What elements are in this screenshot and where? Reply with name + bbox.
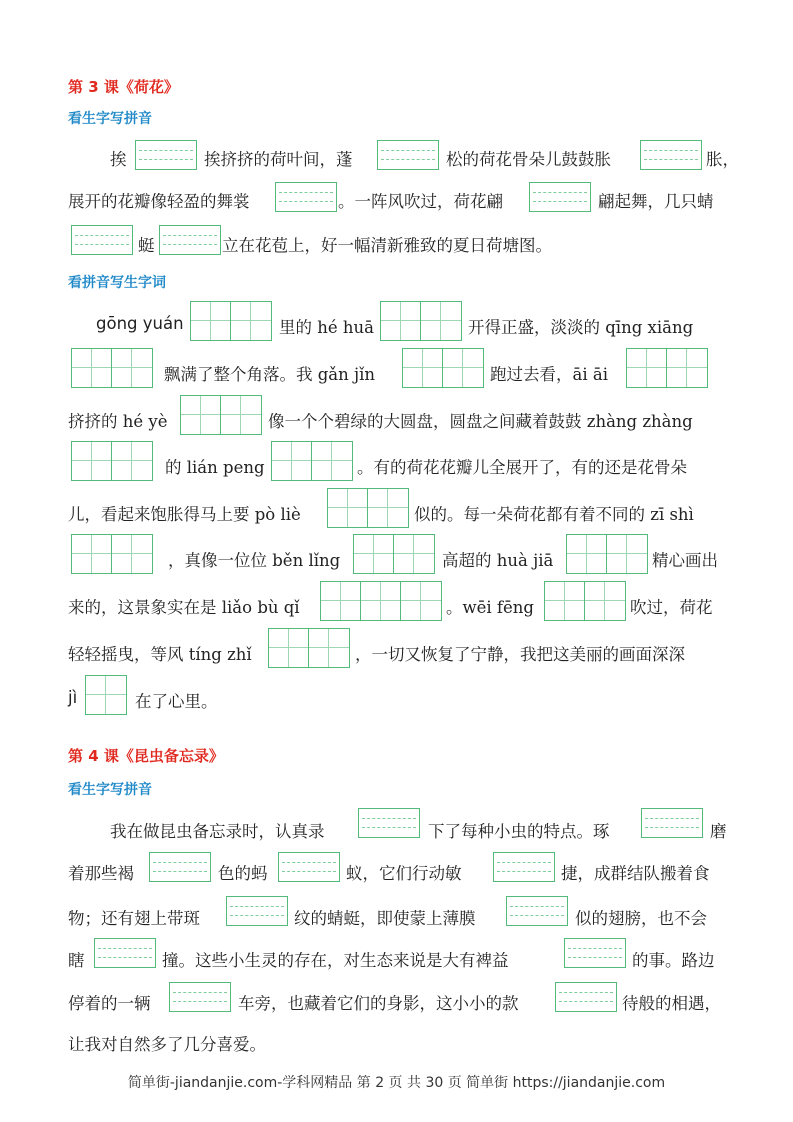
pinyin-answer-box[interactable] bbox=[275, 182, 337, 212]
text-segment: 停着的一辆 bbox=[68, 994, 151, 1013]
text-segment: 色的蚂 bbox=[218, 864, 268, 883]
pinyin-answer-box[interactable] bbox=[493, 852, 555, 882]
page-footer: 简单街-jiandanjie.com-学科网精品 第 2 页 共 30 页 简单街 https://jiandanjie.com bbox=[127, 1075, 666, 1091]
text-segment: 纹的蜻蜓，即使蒙上薄膜 bbox=[294, 909, 476, 928]
text-segment: 。wēi fēng bbox=[446, 598, 534, 617]
lesson4-title: 第 4 课《昆虫备忘录》 bbox=[68, 747, 224, 765]
char-grid[interactable] bbox=[327, 488, 409, 528]
text-segment: 翩起舞，几只蜻 bbox=[598, 192, 714, 211]
text-segment: 撞。这些小生灵的存在，对生态来说是大有裨益 bbox=[162, 951, 509, 970]
lesson3-section-read-chars: 看生字写拼音 bbox=[68, 111, 152, 127]
pinyin-answer-box[interactable] bbox=[377, 140, 439, 170]
char-grid[interactable] bbox=[271, 441, 353, 481]
text-segment: 着那些褐 bbox=[68, 864, 134, 883]
text-segment: 捷，成群结队搬着食 bbox=[561, 864, 710, 883]
pinyin-answer-box[interactable] bbox=[529, 182, 591, 212]
text-segment: 我在做昆虫备忘录时，认真录 bbox=[110, 822, 325, 841]
text-segment: 磨 bbox=[710, 822, 727, 841]
char-grid[interactable] bbox=[320, 581, 442, 621]
char-grid[interactable] bbox=[626, 348, 708, 388]
pinyin-answer-box[interactable] bbox=[358, 808, 420, 838]
text-segment: 里的 hé huā bbox=[279, 318, 374, 337]
pinyin-answer-box[interactable] bbox=[506, 896, 568, 926]
pinyin-answer-box[interactable] bbox=[149, 852, 211, 882]
char-grid[interactable] bbox=[268, 628, 350, 668]
text-segment: 在了心里。 bbox=[135, 692, 218, 711]
pinyin-prompt: jì bbox=[68, 688, 78, 707]
text-segment: 展开的花瓣像轻盈的舞裳 bbox=[68, 192, 250, 211]
char-grid[interactable] bbox=[380, 301, 462, 341]
text-segment: 跑过去看，āi āi bbox=[490, 365, 608, 384]
text-segment: ，真像一位位 běn lǐng bbox=[168, 551, 341, 570]
char-grid[interactable] bbox=[190, 301, 272, 341]
text-segment: 挨 bbox=[110, 150, 127, 169]
pinyin-answer-box[interactable] bbox=[71, 225, 133, 255]
text-segment: 让我对自然多了几分喜爱。 bbox=[68, 1035, 266, 1054]
text-segment: ，一切又恢复了宁静，我把这美丽的画面深深 bbox=[355, 645, 685, 664]
text-segment: 松的荷花骨朵儿鼓鼓胀 bbox=[446, 150, 611, 169]
text-segment: 待般的相遇， bbox=[622, 994, 721, 1013]
text-segment: 高超的 huà jiā bbox=[442, 551, 554, 570]
char-grid[interactable] bbox=[402, 348, 484, 388]
text-segment: 车旁，也藏着它们的身影，这小小的款 bbox=[238, 994, 519, 1013]
text-segment: 儿，看起来饱胀得马上要 pò liè bbox=[68, 505, 301, 524]
pinyin-answer-box[interactable] bbox=[564, 938, 626, 968]
pinyin-answer-box[interactable] bbox=[555, 982, 617, 1012]
pinyin-answer-box[interactable] bbox=[278, 852, 340, 882]
lesson3-title: 第 3 课《荷花》 bbox=[68, 78, 179, 96]
text-segment: 。一阵风吹过，荷花翩 bbox=[338, 192, 503, 211]
text-segment: 物；还有翅上带斑 bbox=[68, 909, 200, 928]
text-segment: 吹过，荷花 bbox=[630, 598, 713, 617]
text-segment: 像一个个碧绿的大圆盘，圆盘之间藏着鼓鼓 zhàng zhàng bbox=[268, 412, 693, 431]
text-segment: 挤挤的 hé yè bbox=[68, 412, 168, 431]
pinyin-answer-box[interactable] bbox=[159, 225, 221, 255]
text-segment: 蚁，它们行动敏 bbox=[346, 864, 462, 883]
char-grid[interactable] bbox=[71, 441, 153, 481]
text-segment: 。有的荷花花瓣儿全展开了，有的还是花骨朵 bbox=[357, 458, 687, 477]
pinyin-answer-box[interactable] bbox=[135, 140, 197, 170]
text-segment: 来的，这景象实在是 liǎo bù qǐ bbox=[68, 598, 300, 617]
char-grid[interactable] bbox=[353, 534, 435, 574]
char-grid[interactable] bbox=[85, 675, 127, 715]
char-grid[interactable] bbox=[71, 534, 153, 574]
pinyin-answer-box[interactable] bbox=[226, 896, 288, 926]
text-segment: 飘满了整个角落。我 gǎn jǐn bbox=[164, 365, 376, 384]
text-segment: 精心画出 bbox=[652, 551, 718, 570]
pinyin-answer-box[interactable] bbox=[641, 808, 703, 838]
pinyin-answer-box[interactable] bbox=[640, 140, 702, 170]
text-segment: 下了每种小虫的特点。琢 bbox=[428, 822, 610, 841]
pinyin-prompt: gōng yuán bbox=[96, 314, 184, 333]
text-segment: 的 lián peng bbox=[165, 458, 265, 477]
lesson3-section-write-chars: 看拼音写生字词 bbox=[68, 275, 166, 291]
char-grid[interactable] bbox=[180, 395, 262, 435]
char-grid[interactable] bbox=[544, 581, 626, 621]
text-segment: 立在花苞上，好一幅清新雅致的夏日荷塘图。 bbox=[222, 236, 552, 255]
char-grid[interactable] bbox=[566, 534, 648, 574]
pinyin-answer-box[interactable] bbox=[94, 938, 156, 968]
text-segment: 瞎 bbox=[68, 951, 85, 970]
lesson4-section-read-chars: 看生字写拼音 bbox=[68, 782, 152, 798]
text-segment: 似的翅膀，也不会 bbox=[575, 909, 707, 928]
text-segment: 似的。每一朵荷花都有着不同的 zī shì bbox=[414, 505, 694, 524]
pinyin-answer-box[interactable] bbox=[169, 982, 231, 1012]
text-segment: 胀， bbox=[706, 150, 739, 169]
text-segment: 蜓 bbox=[138, 236, 155, 255]
text-segment: 挨挤挤的荷叶间，蓬 bbox=[204, 150, 353, 169]
text-segment: 轻轻摇曳，等风 tíng zhǐ bbox=[68, 645, 252, 664]
text-segment: 开得正盛，淡淡的 qīng xiāng bbox=[468, 318, 694, 337]
char-grid[interactable] bbox=[71, 348, 153, 388]
text-segment: 的事。路边 bbox=[632, 951, 715, 970]
